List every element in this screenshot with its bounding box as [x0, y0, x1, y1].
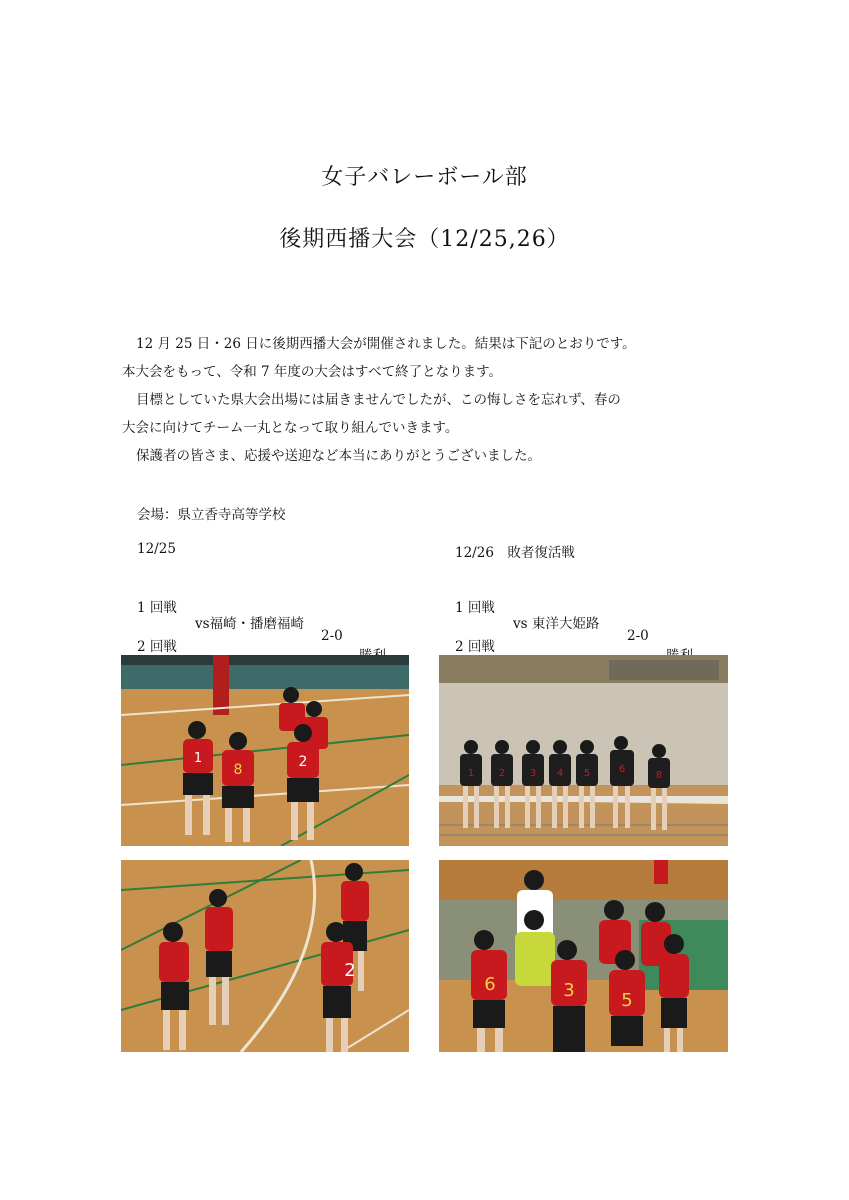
jersey-number-2: 2 [344, 960, 356, 981]
photo-team-lineup [439, 655, 728, 846]
match-score: 2-0 [321, 628, 343, 644]
match-score: 2-0 [627, 628, 649, 644]
photo-team-huddle [439, 860, 728, 1052]
intro-line: 12 月 25 日・26 日に後期西播大会が開催されました。結果は下記のとおりです。 [136, 336, 636, 352]
page-subtitle: 後期西播大会（12/25,26） [279, 227, 570, 252]
jersey-number-1: 1 [193, 751, 203, 766]
match-round: 2 回戦 [455, 639, 495, 655]
photo-players-celebrating [121, 655, 409, 846]
jersey-number-3: 3 [529, 768, 537, 779]
intro-line: 目標としていた県大会出場には届きませんでしたが、この悔しさを忘れず、春の [136, 392, 621, 408]
photo-players-high-five [121, 860, 409, 1052]
jersey-number-1: 1 [467, 768, 475, 779]
venue-label: 会場：県立香寺高等学校 [137, 507, 286, 523]
jersey-number-6: 6 [484, 974, 496, 995]
jersey-number-4: 4 [556, 768, 564, 779]
jersey-number-2: 2 [498, 768, 506, 779]
jersey-number-8: 8 [233, 762, 243, 778]
day1-heading: 12/25 [137, 541, 176, 557]
jersey-number-3: 3 [563, 980, 575, 1001]
jersey-number-8: 8 [655, 770, 663, 781]
intro-paragraph [122, 330, 742, 470]
match-round: 2 回戦 [137, 639, 177, 655]
jersey-number-6: 6 [618, 764, 626, 775]
intro-line: 保護者の皆さま、応援や送迎など本当にありがとうございました。 [136, 448, 541, 464]
intro-line: 本大会をもって、令和 7 年度の大会はすべて終了となります。 [122, 364, 503, 380]
match-opponent: vs福崎・播磨福崎 [195, 616, 305, 632]
day2-heading: 12/26 敗者復活戦 [455, 545, 575, 561]
jersey-number-2: 2 [298, 754, 308, 770]
intro-line: 大会に向けてチーム一丸となって取り組んでいきます。 [122, 420, 459, 436]
jersey-number-5: 5 [583, 768, 591, 779]
jersey-number-5: 5 [621, 990, 633, 1011]
match-opponent: vs 東洋大姫路 [513, 616, 600, 632]
page-title: 女子バレーボール部 [321, 165, 528, 190]
match-round: 1 回戦 [455, 600, 495, 616]
match-round: 1 回戦 [137, 600, 177, 616]
